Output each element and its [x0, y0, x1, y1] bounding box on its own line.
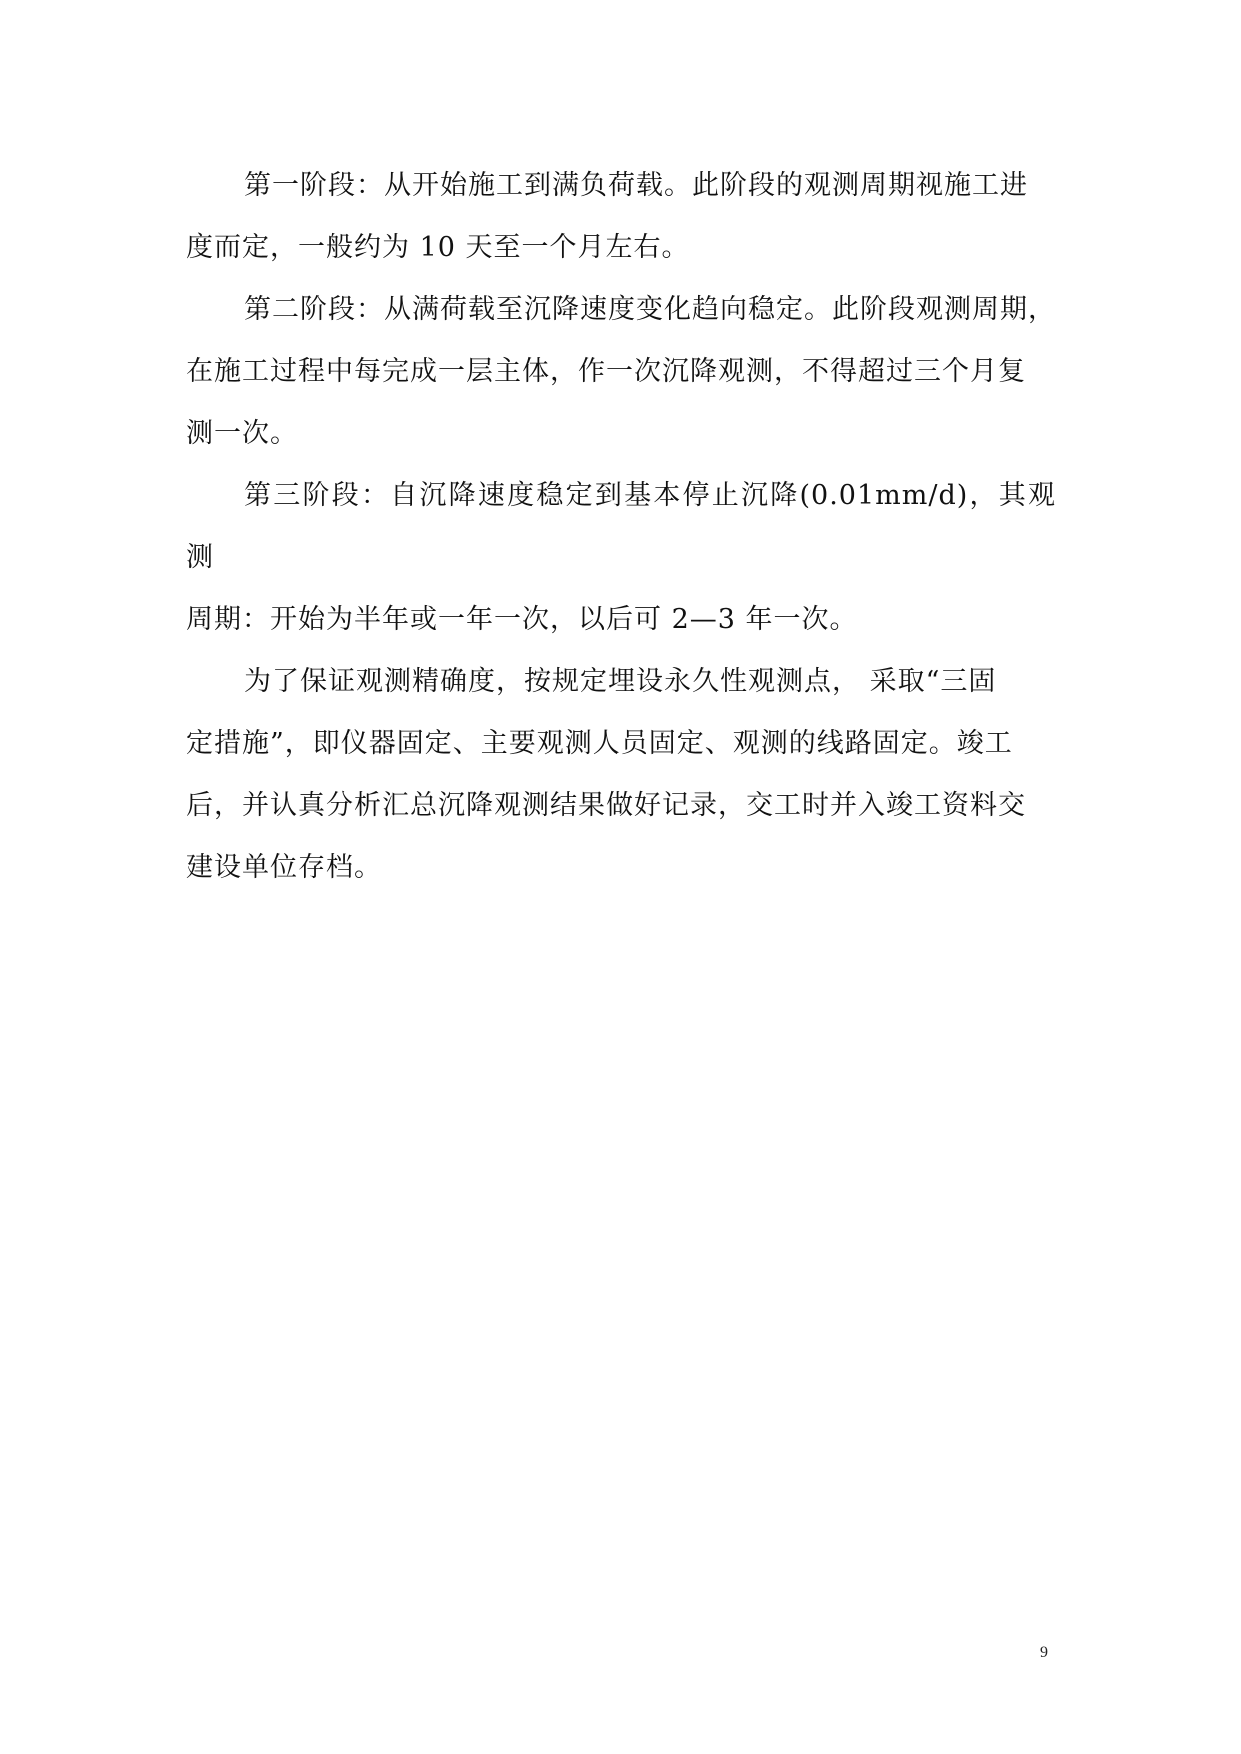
paragraph-stage-three [186, 465, 1056, 651]
paragraph-line: 第二阶段：从满荷载至沉降速度变化趋向稳定。此阶段观测周期， [244, 294, 1056, 325]
paragraph-line: 测一次。 [186, 418, 298, 449]
paragraph-accuracy-measures [186, 651, 1056, 899]
paragraph-stage-two [186, 279, 1056, 465]
paragraph-line: 建设单位存档。 [186, 852, 382, 883]
paragraph-line: 度而定，一般约为 10 天至一个月左右。 [186, 232, 690, 263]
paragraph-line: 周期：开始为半年或一年一次，以后可 2—3 年一次。 [186, 604, 858, 635]
paragraph-line: 在施工过程中每完成一层主体，作一次沉降观测，不得超过三个月复 [186, 356, 1026, 387]
paragraph-line: 第一阶段：从开始施工到满负荷载。此阶段的观测周期视施工进 [244, 170, 1028, 201]
document-body [186, 155, 1056, 899]
page-number: 9 [1040, 1644, 1048, 1661]
paragraph-line: 定措施”，即仪器固定、主要观测人员固定、观测的线路固定。竣工 [186, 728, 1013, 759]
paragraph-stage-one [186, 155, 1056, 279]
paragraph-line: 为了保证观测精确度，按规定埋设永久性观测点， 采取“三固 [244, 666, 997, 697]
paragraph-line: 后，并认真分析汇总沉降观测结果做好记录，交工时并入竣工资料交 [186, 790, 1026, 821]
paragraph-line: 第三阶段：自沉降速度稳定到基本停止沉降(0.01mm/d)，其观测 [186, 480, 1056, 573]
